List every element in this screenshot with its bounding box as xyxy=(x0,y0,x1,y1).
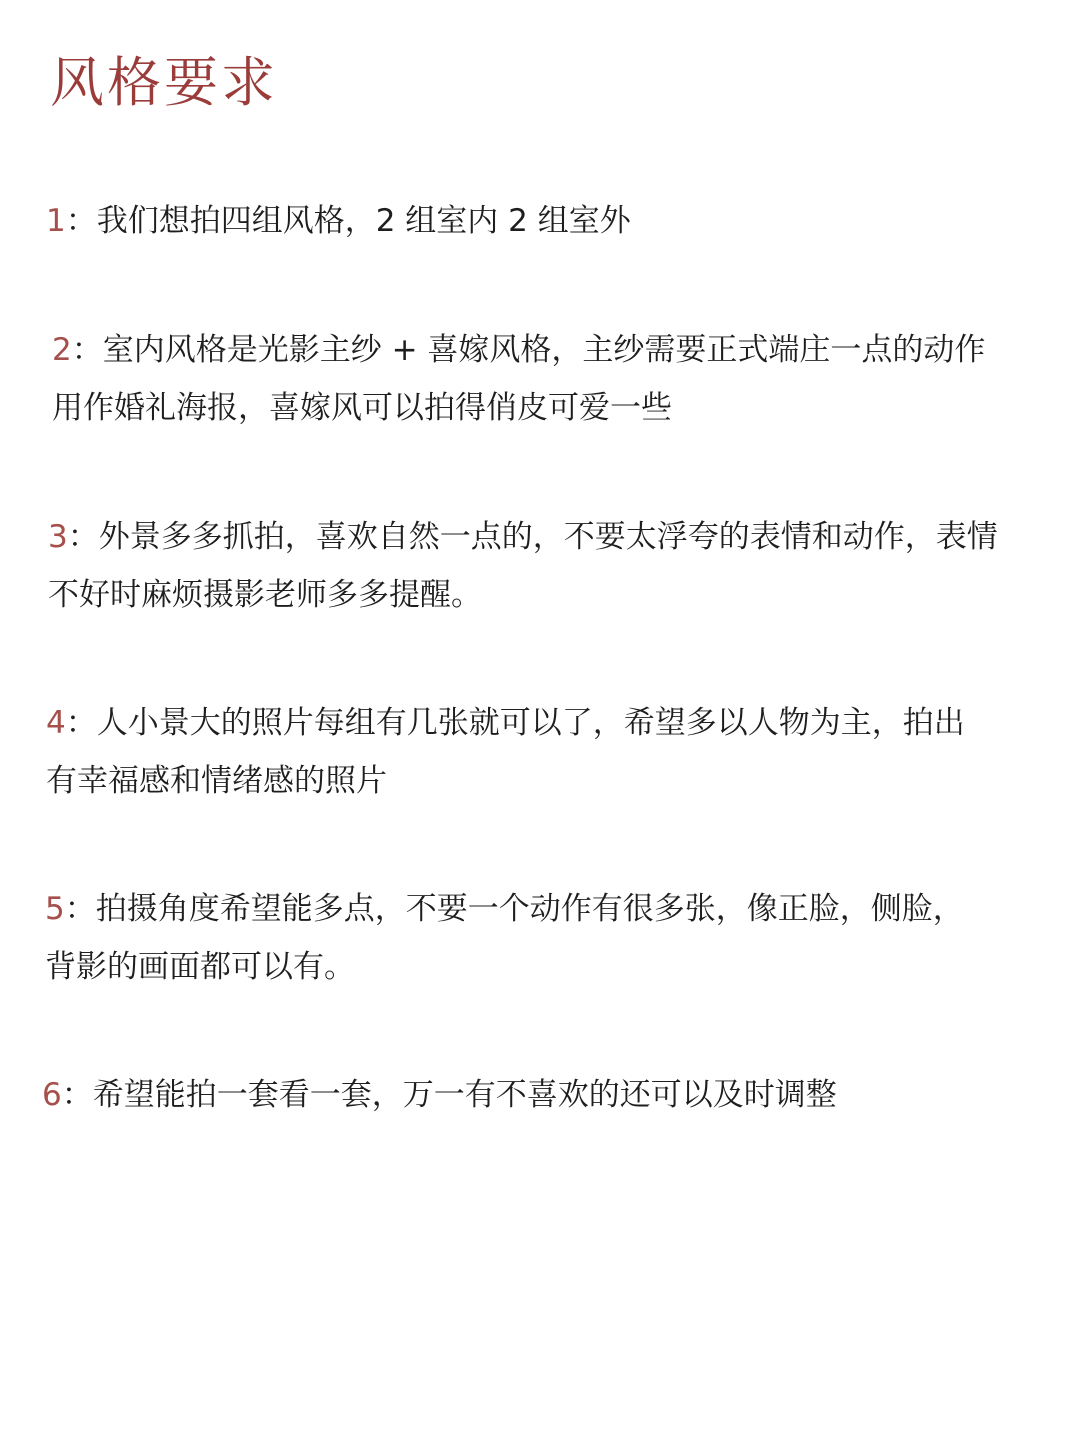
requirement-line xyxy=(42,1066,837,1124)
item-text: ：室内风格是光影主纱 + 喜嫁风格，主纱需要正式端庄一点的动作 xyxy=(71,332,986,368)
item-number: 2 xyxy=(52,332,72,368)
item-number: 3 xyxy=(48,519,68,555)
item-number: 5 xyxy=(45,891,65,927)
requirement-line xyxy=(45,880,964,938)
item-text: ：外景多多抓拍，喜欢自然一点的，不要太浮夸的表情和动作，表情 xyxy=(67,519,998,555)
item-text: ：我们想拍四组风格，2 组室内 2 组室外 xyxy=(65,203,631,239)
requirement-item-3 xyxy=(48,508,998,624)
requirement-line xyxy=(52,321,985,379)
page-title: 风格要求 xyxy=(50,51,278,114)
requirement-line xyxy=(48,508,998,566)
requirement-line: 背影的画面都可以有。 xyxy=(45,949,355,985)
requirement-line: 有幸福感和情绪感的照片 xyxy=(46,763,387,799)
requirement-line: 不好时麻烦摄影老师多多提醒。 xyxy=(48,577,482,613)
item-text: ：拍摄角度希望能多点，不要一个动作有很多张，像正脸，侧脸， xyxy=(64,891,964,927)
item-number: 6 xyxy=(42,1077,62,1113)
requirement-item-2 xyxy=(52,321,985,437)
requirement-item-1 xyxy=(46,192,631,250)
requirement-item-6 xyxy=(42,1066,837,1124)
item-text: ：希望能拍一套看一套，万一有不喜欢的还可以及时调整 xyxy=(61,1077,837,1113)
requirement-line xyxy=(46,694,965,752)
item-number: 1 xyxy=(46,203,66,239)
item-number: 4 xyxy=(46,705,66,741)
requirement-item-4 xyxy=(46,694,965,810)
item-text: ：人小景大的照片每组有几张就可以了，希望多以人物为主，拍出 xyxy=(65,705,965,741)
requirement-line: 用作婚礼海报，喜嫁风可以拍得俏皮可爱一些 xyxy=(52,390,672,426)
requirement-item-5 xyxy=(45,880,964,996)
requirement-line xyxy=(46,192,631,250)
